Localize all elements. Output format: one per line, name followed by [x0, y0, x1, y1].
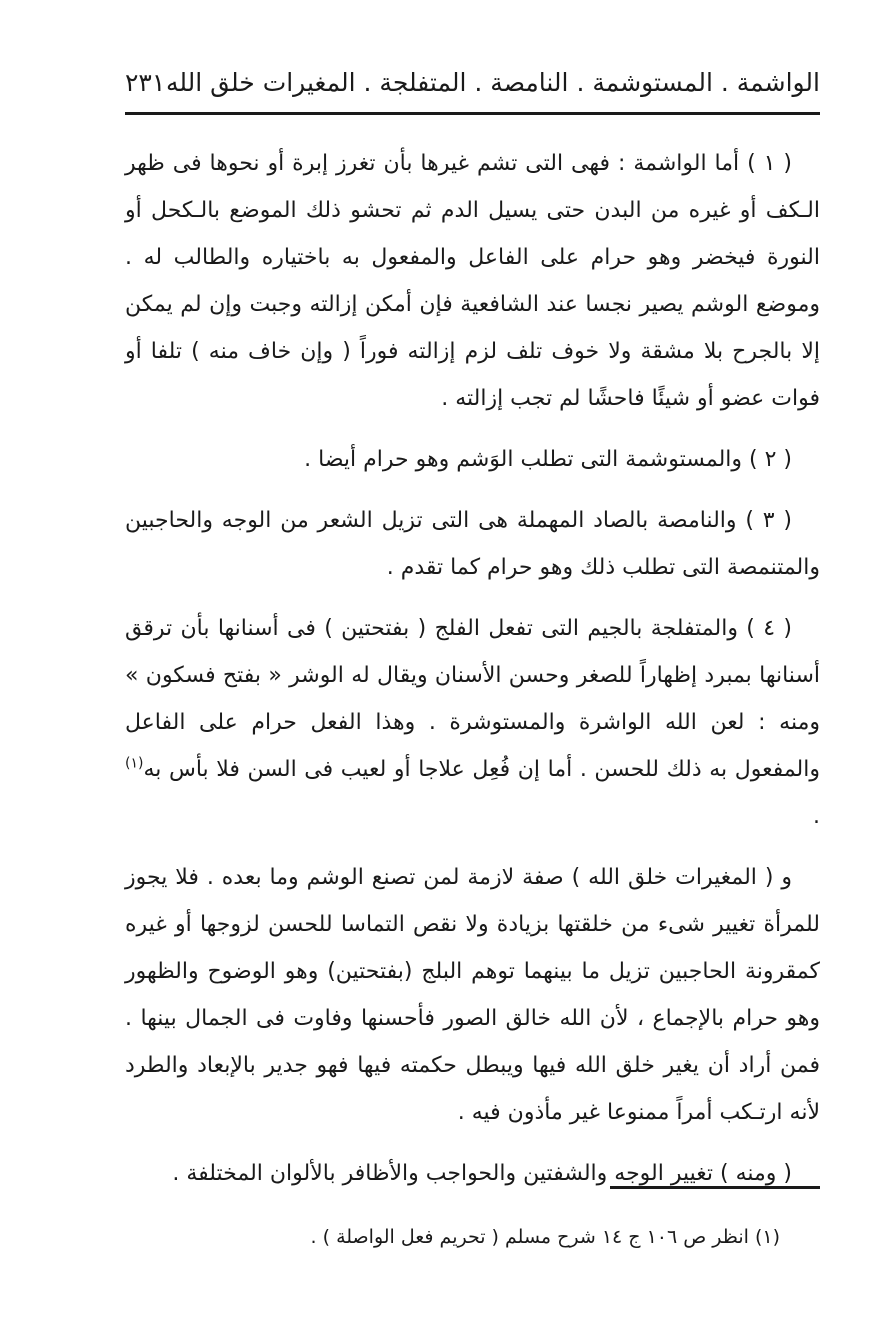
paragraph-end-mark: . — [813, 804, 820, 829]
page-number: ٢٣١ — [125, 67, 166, 97]
page-body — [125, 140, 820, 1211]
footnote-rule — [610, 1186, 820, 1189]
footnote-marker: (١) — [125, 755, 144, 772]
footnote: (١) انظر ص ١٠٦ ج ١٤ شرح مسلم ( تحريم فعل الواصلة ) . — [310, 1226, 780, 1248]
paragraph-washima: ( ١ ) أما الواشمة : فهى التى تشم غيرها بأن تغرز إبرة أو نحوها فى ظهر الـكف أو غيره من البدن حتى يسيل الدم ثم تحشو ذلك الموضع بالـكحل أو النورة فيخضر وهو حرام على الفاعل والمفعول به باختياره والطالب له . وموضع الوشم يصير نجسا عند الشافعية فإن أمكن إزالته وجبت وإن لم يمكن إلا بالجرح بلا مشقة ولا خوف تلف لزم إزالته فوراً ( وإن خاف منه ) تلفا أو فوات عضو أو شيئًا فاحشًا لم تجب إزالته . — [125, 151, 820, 411]
paragraph-mustawshima: ( ٢ ) والمستوشمة التى تطلب الوَشم وهو حرام أيضا . — [304, 447, 792, 472]
running-title: الواشمة . المستوشمة . النامصة . المتفلجة . المغيرات خلق الله — [165, 67, 820, 97]
paragraph-mutafallija-text: ( ٤ ) والمتفلجة بالجيم التى تفعل الفلج ( بفتحتين ) فى أسنانها بأن ترقق أسنانها بمبرد إظهاراً للصغر وحسن الأسنان ويقال له الوشر « بفتح فسكون » ومنه : لعن الله الواشرة والمستوشرة . وهذا الفعل حرام على الفاعل والمفعول به ذلك للحسن . أما إن فُعِل علاجا أو لعيب فى السن فلا بأس به — [125, 616, 820, 782]
page-header — [125, 58, 820, 106]
paragraph-minhu: ( ومنه ) تغيير الوجه والشفتين والحواجب والأظافر بالألوان المختلفة . — [172, 1161, 792, 1186]
header-rule — [125, 112, 820, 115]
paragraph-mughayyirat: و ( المغيرات خلق الله ) صفة لازمة لمن تصنع الوشم وما بعده . فلا يجوز للمرأة تغيير شىء من خلقتها بزيادة ولا نقص التماسا للحسن لزوجها أو غيره كمقرونة الحاجبين تزيل ما بينهما توهم البلج (بفتحتين) وهو الوضوح والظهور وهو حرام بالإجماع ، لأن الله خالق الصور فأحسنها وفاوت فى الجمال بينها . فمن أراد أن يغير خلق الله فيها ويبطل حكمته فيها فهو جدير بالإبعاد والطرد لأنه ارتـكب أمراً ممنوعا غير مأذون فيه . — [125, 865, 820, 1125]
paragraph-namisa: ( ٣ ) والنامصة بالصاد المهملة هى التى تزيل الشعر من الوجه والحاجبين والمتنمصة التى تطلب ذلك وهو حرام كما تقدم . — [125, 508, 820, 580]
paragraph-mutafallija — [125, 605, 820, 840]
